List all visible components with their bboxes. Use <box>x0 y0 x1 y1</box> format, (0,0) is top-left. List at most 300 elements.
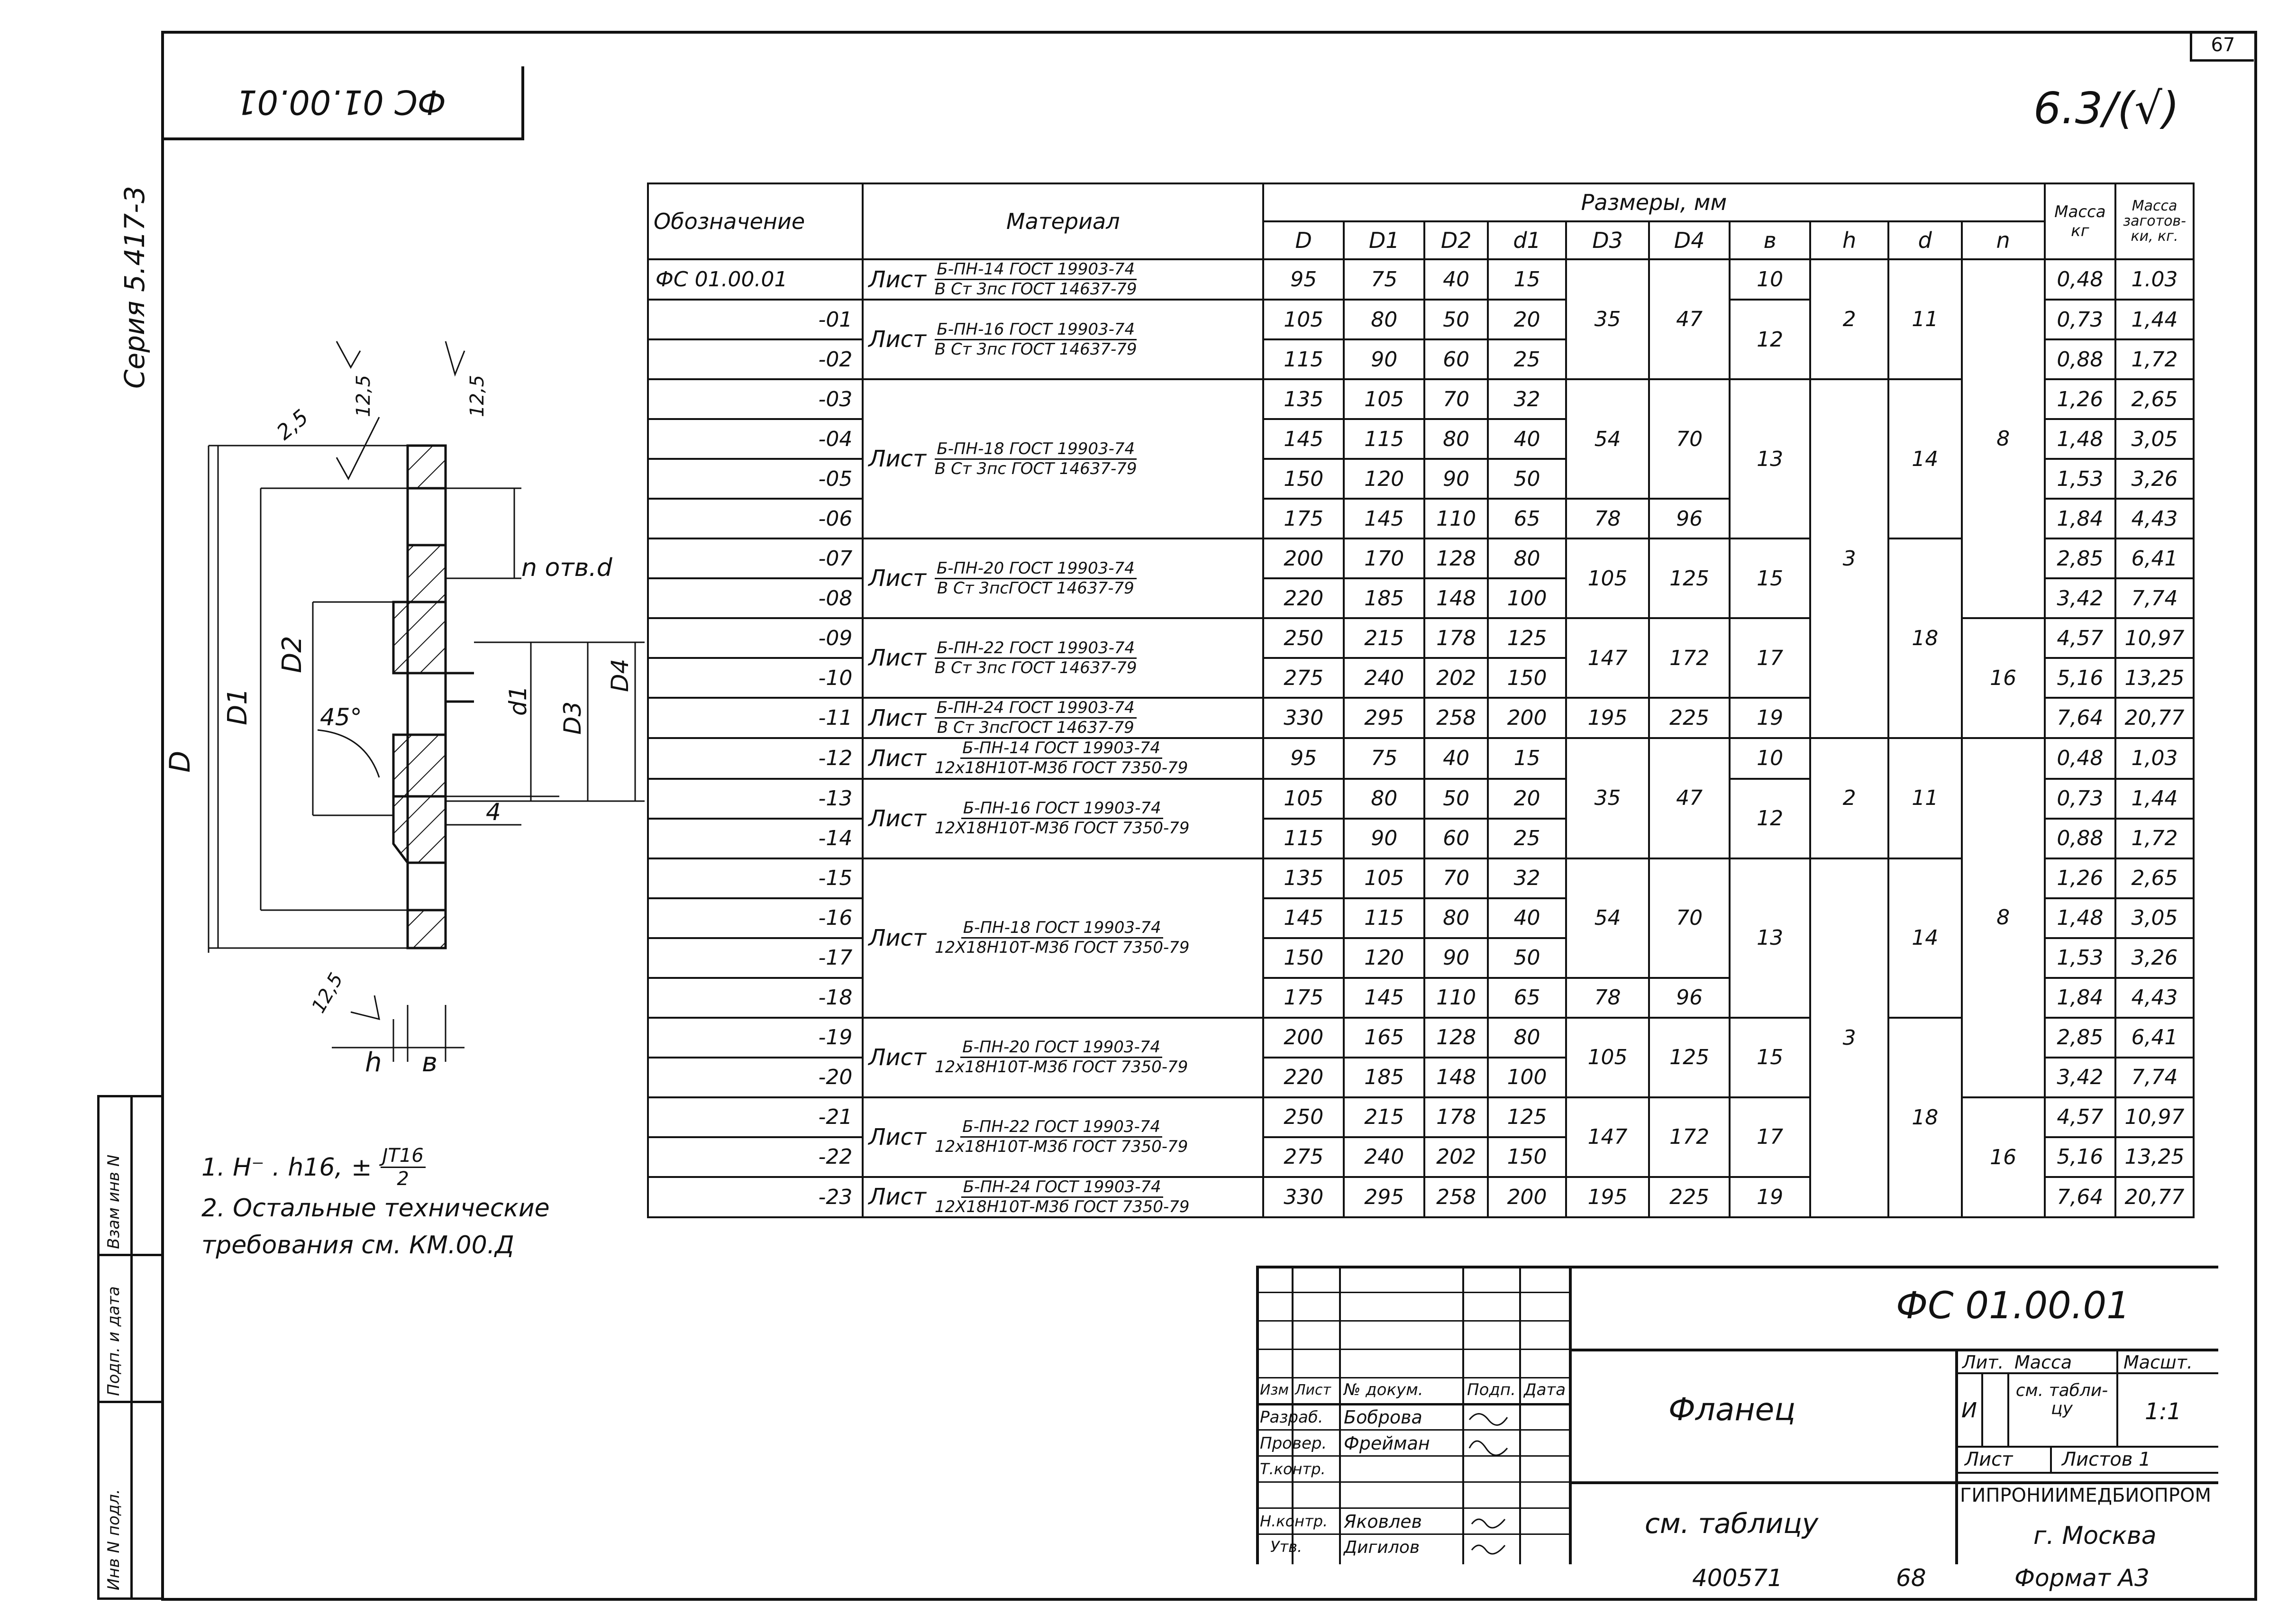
cell-b: 17 <box>1730 1097 1810 1177</box>
cell-D1: 240 <box>1344 1137 1424 1177</box>
cell-mass-blank: 3,05 <box>2115 419 2194 459</box>
cell-D3: 105 <box>1566 1018 1649 1097</box>
flange-hub-bot <box>393 735 446 796</box>
header-col-d1: d1 <box>1488 221 1566 259</box>
cell-mass-blank: 1,03 <box>2115 738 2194 778</box>
cell-h: 2 <box>1810 738 1888 858</box>
header-dimensions: Размеры, мм <box>1263 183 2044 221</box>
tb-scale-label: Масшт. <box>2123 1352 2193 1373</box>
tb-org: ГИПРОНИИМЕДБИОПРОМ <box>1960 1485 2211 1506</box>
cell-d1: 200 <box>1488 698 1566 738</box>
cell-D2: 60 <box>1424 819 1488 858</box>
page-number: 68 <box>1896 1564 1926 1592</box>
cell-d1: 80 <box>1488 538 1566 578</box>
signatures <box>1465 1403 1522 1564</box>
cell-D1: 165 <box>1344 1018 1424 1058</box>
cell-designation: -12 <box>648 738 863 778</box>
cell-d1: 125 <box>1488 1097 1566 1137</box>
note-1-prefix: 1. Н⁻ . h16, <box>201 1153 343 1182</box>
cell-D3: 147 <box>1566 618 1649 698</box>
cell-D: 250 <box>1263 618 1344 658</box>
sheet-number-box <box>2190 31 2254 62</box>
cell-D4: 47 <box>1649 738 1730 858</box>
flange-section-mid <box>408 545 446 602</box>
header-mass-blank-1: Масса <box>2132 198 2178 214</box>
flange-section-bot <box>408 910 446 948</box>
material-prefix: Лист <box>868 924 926 951</box>
cell-mass: 5,16 <box>2045 1137 2115 1177</box>
cell-mass-blank: 10,97 <box>2115 618 2194 658</box>
label-2-5: 2,5 <box>272 405 313 445</box>
cell-D: 200 <box>1263 538 1344 578</box>
cell-mass: 1,84 <box>2045 499 2115 538</box>
cell-D3: 195 <box>1566 1177 1649 1217</box>
cell-d1: 32 <box>1488 379 1566 419</box>
cell-mass-blank: 1,44 <box>2115 300 2194 339</box>
cell-d1: 200 <box>1488 1177 1566 1217</box>
cell-material <box>863 779 1263 858</box>
cell-designation: -17 <box>648 938 863 978</box>
cell-mass-blank: 4,43 <box>2115 499 2194 538</box>
cell-D: 275 <box>1263 658 1344 698</box>
material-steel: В Ст 3пс ГОСТ 14637-79 <box>934 658 1137 677</box>
material-prefix: Лист <box>868 565 926 592</box>
header-mass-blank-3: ки, кг. <box>2131 228 2178 245</box>
cell-material <box>863 300 1263 379</box>
label-h: h <box>365 1047 382 1078</box>
cell-designation: -13 <box>648 779 863 819</box>
cell-designation: -21 <box>648 1097 863 1137</box>
tb-person-3: Яковлев <box>1344 1511 1422 1532</box>
series-label: Серия 5.417-3 <box>118 186 151 389</box>
cell-designation: -15 <box>648 858 863 898</box>
cell-mass-blank: 2,65 <box>2115 379 2194 419</box>
cell-D4: 70 <box>1649 858 1730 978</box>
cell-D4: 47 <box>1649 259 1730 379</box>
cell-D3: 147 <box>1566 1097 1649 1177</box>
cell-b: 15 <box>1730 538 1810 618</box>
table-row <box>648 1097 2194 1137</box>
cell-designation: -10 <box>648 658 863 698</box>
cell-designation: -03 <box>648 379 863 419</box>
cell-D: 175 <box>1263 499 1344 538</box>
cell-mass: 0,88 <box>2045 819 2115 858</box>
tb-person-1: Фрейман <box>1344 1433 1430 1454</box>
cell-D3: 195 <box>1566 698 1649 738</box>
cell-d1: 150 <box>1488 658 1566 698</box>
cell-b: 19 <box>1730 1177 1810 1217</box>
cell-D2: 110 <box>1424 499 1488 538</box>
cell-D1: 185 <box>1344 1058 1424 1097</box>
cell-d1: 100 <box>1488 578 1566 618</box>
material-steel: 12Х18Н10Т-М3б ГОСТ 7350-79 <box>934 819 1190 838</box>
cell-D1: 75 <box>1344 738 1424 778</box>
cell-D3: 78 <box>1566 499 1649 538</box>
material-grade: Б-ПН-16 ГОСТ 19903-74 <box>935 320 1137 340</box>
tb-sheet-label: Лист <box>1965 1449 2013 1470</box>
cell-mass-blank: 1.03 <box>2115 259 2194 300</box>
material-steel: В Ст 3пс ГОСТ 14637-79 <box>934 459 1137 478</box>
cell-n: 16 <box>1962 618 2045 738</box>
cell-mass: 1,84 <box>2045 978 2115 1018</box>
cell-designation: -20 <box>648 1058 863 1097</box>
doc-code-box <box>161 66 524 140</box>
material-steel: 12х18Н10Т-М3б ГОСТ 7350-79 <box>934 1137 1188 1157</box>
cell-designation: ФС 01.00.01 <box>648 259 863 300</box>
material-grade: Б-ПН-22 ГОСТ 19903-74 <box>935 639 1137 659</box>
cell-D2: 90 <box>1424 459 1488 499</box>
tb-name: Фланец <box>1668 1391 1796 1428</box>
inventory-number: 400571 <box>1692 1564 1783 1592</box>
material-fraction <box>935 1178 1190 1216</box>
header-mass-blank-2: заготов- <box>2123 213 2186 229</box>
tb-lit-value: И <box>1961 1398 1977 1423</box>
cell-b: 13 <box>1730 379 1810 538</box>
flange-section-low <box>393 796 446 863</box>
cell-d: 18 <box>1888 1018 1962 1217</box>
cell-b: 13 <box>1730 858 1810 1018</box>
cell-mass: 7,64 <box>2045 698 2115 738</box>
cell-D1: 80 <box>1344 300 1424 339</box>
material-fraction <box>935 799 1190 838</box>
cell-D: 145 <box>1263 419 1344 459</box>
cell-D: 135 <box>1263 858 1344 898</box>
cell-designation: -16 <box>648 898 863 938</box>
cell-mass-blank: 6,41 <box>2115 538 2194 578</box>
cell-d1: 50 <box>1488 938 1566 978</box>
material-grade: Б-ПН-16 ГОСТ 19903-74 <box>961 799 1163 819</box>
material-steel: 12х18Н10Т-М3б ГОСТ 7350-79 <box>934 758 1188 778</box>
material-prefix: Лист <box>868 1184 926 1211</box>
tb-head-izm: Изм <box>1260 1382 1289 1398</box>
cell-d1: 65 <box>1488 978 1566 1018</box>
header-col-h: h <box>1810 221 1888 259</box>
label-b: в <box>422 1047 438 1078</box>
note-line-1 <box>201 1145 550 1190</box>
title-block <box>1256 1266 2218 1564</box>
label-12-5-b: 12,5 <box>466 374 488 417</box>
cell-b: 19 <box>1730 698 1810 738</box>
cell-material <box>863 379 1263 538</box>
material-prefix: Лист <box>868 446 926 473</box>
left-field-inv: Инв N подл. <box>104 1489 123 1590</box>
tb-head-sign: Подп. <box>1467 1380 1516 1399</box>
cell-D2: 202 <box>1424 1137 1488 1177</box>
cell-D2: 148 <box>1424 578 1488 618</box>
cell-designation: -14 <box>648 819 863 858</box>
cell-material <box>863 738 1263 778</box>
cell-b: 10 <box>1730 259 1810 300</box>
cell-D2: 178 <box>1424 618 1488 658</box>
cell-mass: 2,85 <box>2045 1018 2115 1058</box>
cell-mass: 1,26 <box>2045 379 2115 419</box>
cell-d1: 15 <box>1488 738 1566 778</box>
cell-material <box>863 538 1263 618</box>
cell-D1: 295 <box>1344 698 1424 738</box>
tb-material: см. таблицу <box>1645 1507 1819 1540</box>
material-prefix: Лист <box>868 745 926 772</box>
cell-d1: 20 <box>1488 779 1566 819</box>
material-fraction <box>935 919 1190 957</box>
format-label: Формат А3 <box>2014 1564 2150 1592</box>
cell-D1: 185 <box>1344 578 1424 618</box>
cell-D1: 90 <box>1344 339 1424 379</box>
label-D3: D3 <box>559 701 586 735</box>
cell-mass-blank: 1,72 <box>2115 339 2194 379</box>
cell-mass-blank: 10,97 <box>2115 1097 2194 1137</box>
tb-role-1: Провер. <box>1260 1434 1327 1453</box>
material-fraction <box>935 559 1137 598</box>
tb-role-3: Н.контр. <box>1260 1512 1328 1530</box>
cell-material <box>863 698 1263 738</box>
material-fraction <box>935 639 1137 677</box>
cell-mass: 0,48 <box>2045 738 2115 778</box>
cell-D2: 148 <box>1424 1058 1488 1097</box>
cell-D: 145 <box>1263 898 1344 938</box>
cell-designation: -22 <box>648 1137 863 1177</box>
note-1-fraction <box>381 1145 426 1190</box>
cell-D: 330 <box>1263 698 1344 738</box>
cell-D3: 35 <box>1566 738 1649 858</box>
cell-D3: 54 <box>1566 858 1649 978</box>
cell-D1: 145 <box>1344 499 1424 538</box>
cell-D1: 215 <box>1344 618 1424 658</box>
header-col-n: n <box>1962 221 2045 259</box>
label-4: 4 <box>486 798 501 826</box>
tb-city: г. Москва <box>2033 1522 2157 1550</box>
cell-D: 275 <box>1263 1137 1344 1177</box>
cell-mass-blank: 20,77 <box>2115 1177 2194 1217</box>
cell-d1: 15 <box>1488 259 1566 300</box>
cell-designation: -19 <box>648 1018 863 1058</box>
material-prefix: Лист <box>868 326 926 353</box>
tb-role-2: Т.контр. <box>1260 1460 1326 1478</box>
header-col-b: в <box>1730 221 1810 259</box>
cell-mass-blank: 1,44 <box>2115 779 2194 819</box>
tb-head-date: Дата <box>1524 1380 1566 1399</box>
material-fraction <box>935 260 1137 299</box>
cell-mass-blank: 7,74 <box>2115 1058 2194 1097</box>
cell-d1: 150 <box>1488 1137 1566 1177</box>
cell-D3: 105 <box>1566 538 1649 618</box>
material-steel: В Ст 3пс ГОСТ 14637-79 <box>934 339 1137 359</box>
cell-D2: 128 <box>1424 1018 1488 1058</box>
cell-designation: -07 <box>648 538 863 578</box>
cell-D1: 75 <box>1344 259 1424 300</box>
material-fraction <box>935 320 1137 359</box>
cell-D: 150 <box>1263 459 1344 499</box>
cell-material <box>863 259 1263 300</box>
material-steel: 12х18Н10Т-М3б ГОСТ 7350-79 <box>934 1058 1188 1077</box>
cell-material <box>863 858 1263 1018</box>
left-strip <box>97 1095 164 1600</box>
header-col-D1: D1 <box>1344 221 1424 259</box>
cell-d: 11 <box>1888 259 1962 379</box>
cell-h: 2 <box>1810 259 1888 379</box>
tb-role-4: Утв. <box>1270 1538 1303 1556</box>
material-steel: В Ст 3пс ГОСТ 14637-79 <box>934 280 1137 299</box>
cell-D: 220 <box>1263 1058 1344 1097</box>
cell-D: 220 <box>1263 578 1344 618</box>
material-grade: Б-ПН-18 ГОСТ 19903-74 <box>935 440 1137 460</box>
note-line-2: 2. Остальные технические <box>201 1194 550 1223</box>
cell-D1: 170 <box>1344 538 1424 578</box>
cell-D4: 70 <box>1649 379 1730 499</box>
cell-n: 8 <box>1962 259 2045 618</box>
cell-d1: 100 <box>1488 1058 1566 1097</box>
material-prefix: Лист <box>868 645 926 672</box>
material-fraction <box>935 440 1137 478</box>
header-col-D4: D4 <box>1649 221 1730 259</box>
material-steel: 12Х18Н10Т-М3б ГОСТ 7350-79 <box>934 1197 1190 1216</box>
cell-D2: 258 <box>1424 698 1488 738</box>
material-prefix: Лист <box>868 704 926 731</box>
flange-drawing <box>164 322 664 1104</box>
tb-mass-label: Масса <box>2014 1352 2072 1373</box>
cell-D4: 125 <box>1649 538 1730 618</box>
cell-b: 17 <box>1730 618 1810 698</box>
flange-section-top <box>408 446 446 488</box>
cell-D4: 225 <box>1649 698 1730 738</box>
cell-d1: 125 <box>1488 618 1566 658</box>
cell-D: 115 <box>1263 339 1344 379</box>
cell-mass-blank: 4,43 <box>2115 978 2194 1018</box>
cell-D4: 172 <box>1649 1097 1730 1177</box>
cell-d1: 50 <box>1488 459 1566 499</box>
header-mass: Масса кг <box>2045 183 2115 259</box>
table-row <box>648 259 2194 300</box>
cell-mass: 4,57 <box>2045 618 2115 658</box>
cell-D2: 110 <box>1424 978 1488 1018</box>
cell-D3: 78 <box>1566 978 1649 1018</box>
label-holes: n отв.d <box>521 554 612 582</box>
cell-D3: 54 <box>1566 379 1649 499</box>
cell-mass: 4,57 <box>2045 1097 2115 1137</box>
cell-D2: 40 <box>1424 259 1488 300</box>
material-grade: Б-ПН-20 ГОСТ 19903-74 <box>935 559 1137 579</box>
cell-mass: 0,48 <box>2045 259 2115 300</box>
tb-head-doc: № докум. <box>1344 1380 1423 1399</box>
cell-D: 115 <box>1263 819 1344 858</box>
cell-D: 95 <box>1263 259 1344 300</box>
material-steel: В Ст 3псГОСТ 14637-79 <box>937 718 1134 738</box>
cell-D2: 128 <box>1424 538 1488 578</box>
notes <box>201 1145 550 1264</box>
label-D4: D4 <box>606 658 634 692</box>
cell-b: 15 <box>1730 1018 1810 1097</box>
cell-designation: -23 <box>648 1177 863 1217</box>
cell-b: 12 <box>1730 779 1810 858</box>
cell-D2: 90 <box>1424 938 1488 978</box>
material-steel: В Ст 3псГОСТ 14637-79 <box>937 578 1134 598</box>
material-fraction <box>935 699 1137 737</box>
cell-D: 330 <box>1263 1177 1344 1217</box>
material-prefix: Лист <box>868 1123 926 1150</box>
material-grade: Б-ПН-20 ГОСТ 19903-74 <box>960 1038 1162 1058</box>
cell-mass: 3,42 <box>2045 1058 2115 1097</box>
header-col-D3: D3 <box>1566 221 1649 259</box>
cell-mass-blank: 3,26 <box>2115 459 2194 499</box>
left-field-sign: Подп. и дата <box>104 1286 123 1396</box>
cell-D4: 172 <box>1649 618 1730 698</box>
cell-D: 135 <box>1263 379 1344 419</box>
cell-mass: 1,48 <box>2045 898 2115 938</box>
cell-d: 18 <box>1888 538 1962 738</box>
cell-D2: 50 <box>1424 300 1488 339</box>
material-grade: Б-ПН-22 ГОСТ 19903-74 <box>960 1118 1162 1138</box>
label-12-5-c: 12,5 <box>307 969 348 1017</box>
cell-D2: 80 <box>1424 419 1488 459</box>
note-line-3: требования см. КМ.00.Д <box>201 1231 514 1259</box>
cell-designation: -05 <box>648 459 863 499</box>
cell-mass-blank: 2,65 <box>2115 858 2194 898</box>
cell-D1: 90 <box>1344 819 1424 858</box>
cell-d1: 80 <box>1488 1018 1566 1058</box>
cell-d1: 40 <box>1488 898 1566 938</box>
cell-d: 11 <box>1888 738 1962 858</box>
cell-d1: 25 <box>1488 339 1566 379</box>
cell-mass: 1,53 <box>2045 938 2115 978</box>
cell-D4: 96 <box>1649 978 1730 1018</box>
cell-b: 12 <box>1730 300 1810 379</box>
cell-d1: 25 <box>1488 819 1566 858</box>
cell-mass: 0,73 <box>2045 779 2115 819</box>
tb-person-0: Боброва <box>1344 1407 1422 1428</box>
cell-D1: 215 <box>1344 1097 1424 1137</box>
header-material: Материал <box>863 183 1263 259</box>
cell-designation: -18 <box>648 978 863 1018</box>
header-designation: Обозначение <box>648 183 863 259</box>
cell-mass-blank: 13,25 <box>2115 1137 2194 1177</box>
cell-D1: 115 <box>1344 419 1424 459</box>
cell-D1: 120 <box>1344 938 1424 978</box>
cell-D2: 70 <box>1424 379 1488 419</box>
cell-mass-blank: 1,72 <box>2115 819 2194 858</box>
label-angle: 45° <box>320 703 362 731</box>
cell-d: 14 <box>1888 379 1962 538</box>
tb-role-0: Разраб. <box>1260 1408 1323 1427</box>
cell-mass-blank: 20,77 <box>2115 698 2194 738</box>
cell-mass: 2,85 <box>2045 538 2115 578</box>
cell-D1: 105 <box>1344 379 1424 419</box>
cell-D: 105 <box>1263 300 1344 339</box>
note-1-frac-num: JT16 <box>381 1145 426 1168</box>
cell-material <box>863 1177 1263 1217</box>
cell-designation: -11 <box>648 698 863 738</box>
doc-code-upside: ФС 01.00.01 <box>236 82 446 121</box>
cell-D: 105 <box>1263 779 1344 819</box>
label-12-5-a: 12,5 <box>353 374 374 417</box>
tb-lit-label: Лит. <box>1962 1352 2004 1373</box>
cell-D4: 225 <box>1649 1177 1730 1217</box>
material-fraction <box>935 1038 1188 1077</box>
left-field-replace: Взам инв N <box>104 1154 123 1249</box>
cell-D2: 178 <box>1424 1097 1488 1137</box>
sheet-number: 67 <box>2211 34 2235 56</box>
cell-D2: 258 <box>1424 1177 1488 1217</box>
cell-mass: 0,88 <box>2045 339 2115 379</box>
tb-mass-value: см. табли- цу <box>2015 1381 2108 1418</box>
cell-mass: 5,16 <box>2045 658 2115 698</box>
cell-D4: 96 <box>1649 499 1730 538</box>
roughness-text: 6.3/(√) <box>2033 83 2179 134</box>
material-prefix: Лист <box>868 266 926 293</box>
header-mass-blank <box>2115 183 2194 259</box>
cell-n: 8 <box>1962 738 2045 1097</box>
tb-head-list: Лист <box>1295 1382 1331 1398</box>
material-prefix: Лист <box>868 805 926 832</box>
flange-hub-top <box>393 602 446 673</box>
